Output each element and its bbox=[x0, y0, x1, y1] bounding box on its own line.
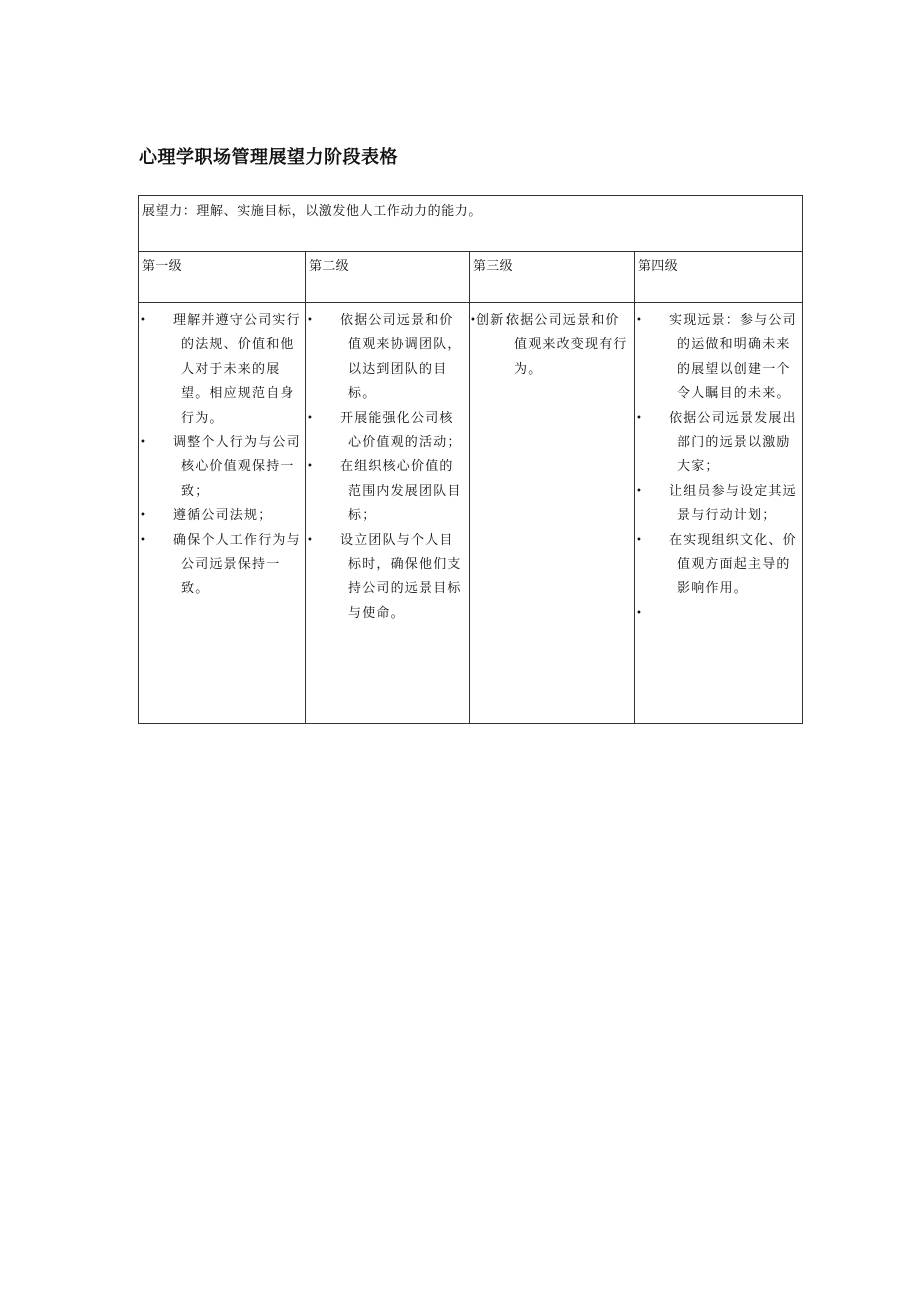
list-item: • 开展能强化公司核心价值观的活动； bbox=[306, 407, 469, 456]
list-item: • 依据公司远景发展出部门的远景以激励大家； bbox=[635, 407, 802, 480]
bullet-icon: • bbox=[636, 534, 644, 546]
bullet-icon: • bbox=[140, 315, 148, 326]
bullet-icon: • bbox=[140, 534, 148, 546]
bullet-icon: • bbox=[307, 461, 315, 473]
list-item: • 依据公司远景和价值观来协调团队，以达到团队的目标。 bbox=[306, 309, 469, 407]
list-item: • 实现远景：参与公司的运做和明确未来的展望以创建一个令人瞩目的未来。 bbox=[635, 309, 802, 407]
bullet-icon: • bbox=[307, 534, 315, 546]
list-item: • 调整个人行为与公司核心价值观保持一致； bbox=[139, 431, 305, 504]
bullet-icon: • bbox=[636, 485, 644, 497]
bullet-icon: • bbox=[307, 315, 315, 326]
level-4-list bbox=[635, 309, 802, 626]
list-item: • 设立团队与个人目标时，确保他们支持公司的远景目标与使命。 bbox=[306, 529, 469, 627]
level-header-row bbox=[139, 252, 803, 303]
list-item: • 遵循公司法规； bbox=[139, 504, 305, 528]
bullet-icon: • bbox=[140, 437, 148, 449]
bullet-icon: • bbox=[307, 412, 315, 424]
bullet-icon: • bbox=[636, 412, 644, 424]
level-4-header: 第四级 bbox=[635, 252, 803, 303]
definition-row bbox=[139, 196, 803, 252]
level-4-body bbox=[635, 303, 803, 724]
bullet-icon: • bbox=[636, 607, 644, 619]
list-item: • 理解并遵守公司实行的法规、价值和他人对于未来的展望。相应规范自身行为。 bbox=[139, 309, 305, 431]
level-2-header: 第二级 bbox=[306, 252, 470, 303]
level-3-list bbox=[470, 309, 634, 382]
bullet-icon: • bbox=[470, 315, 478, 326]
level-body-row bbox=[139, 303, 803, 724]
level-1-list bbox=[139, 309, 305, 602]
list-item: • 创新： 依据公司远景和价值观来改变现有行为。 bbox=[470, 309, 634, 382]
level-3-lead: 创新： bbox=[476, 313, 519, 328]
level-2-list bbox=[306, 309, 469, 626]
list-item: • 在实现组织文化、价值观方面起主导的影响作用。 bbox=[635, 529, 802, 602]
definition-cell: 展望力：理解、实施目标，以激发他人工作动力的能力。 bbox=[139, 196, 803, 252]
list-item: • 在组织核心价值的范围内发展团队目标； bbox=[306, 455, 469, 528]
list-item: • 让组员参与设定其远景与行动计划； bbox=[635, 480, 802, 529]
bullet-icon: • bbox=[636, 315, 644, 326]
level-3-body bbox=[470, 303, 635, 724]
list-item: • 确保个人工作行为与公司远景保持一致。 bbox=[139, 529, 305, 602]
level-3-header: 第三级 bbox=[470, 252, 635, 303]
level-1-header: 第一级 bbox=[139, 252, 306, 303]
list-item-empty bbox=[635, 602, 802, 626]
level-2-body bbox=[306, 303, 470, 724]
bullet-icon: • bbox=[140, 510, 148, 522]
page-title: 心理学职场管理展望力阶段表格 bbox=[139, 147, 398, 168]
competency-table bbox=[138, 195, 803, 724]
level-1-body bbox=[139, 303, 306, 724]
